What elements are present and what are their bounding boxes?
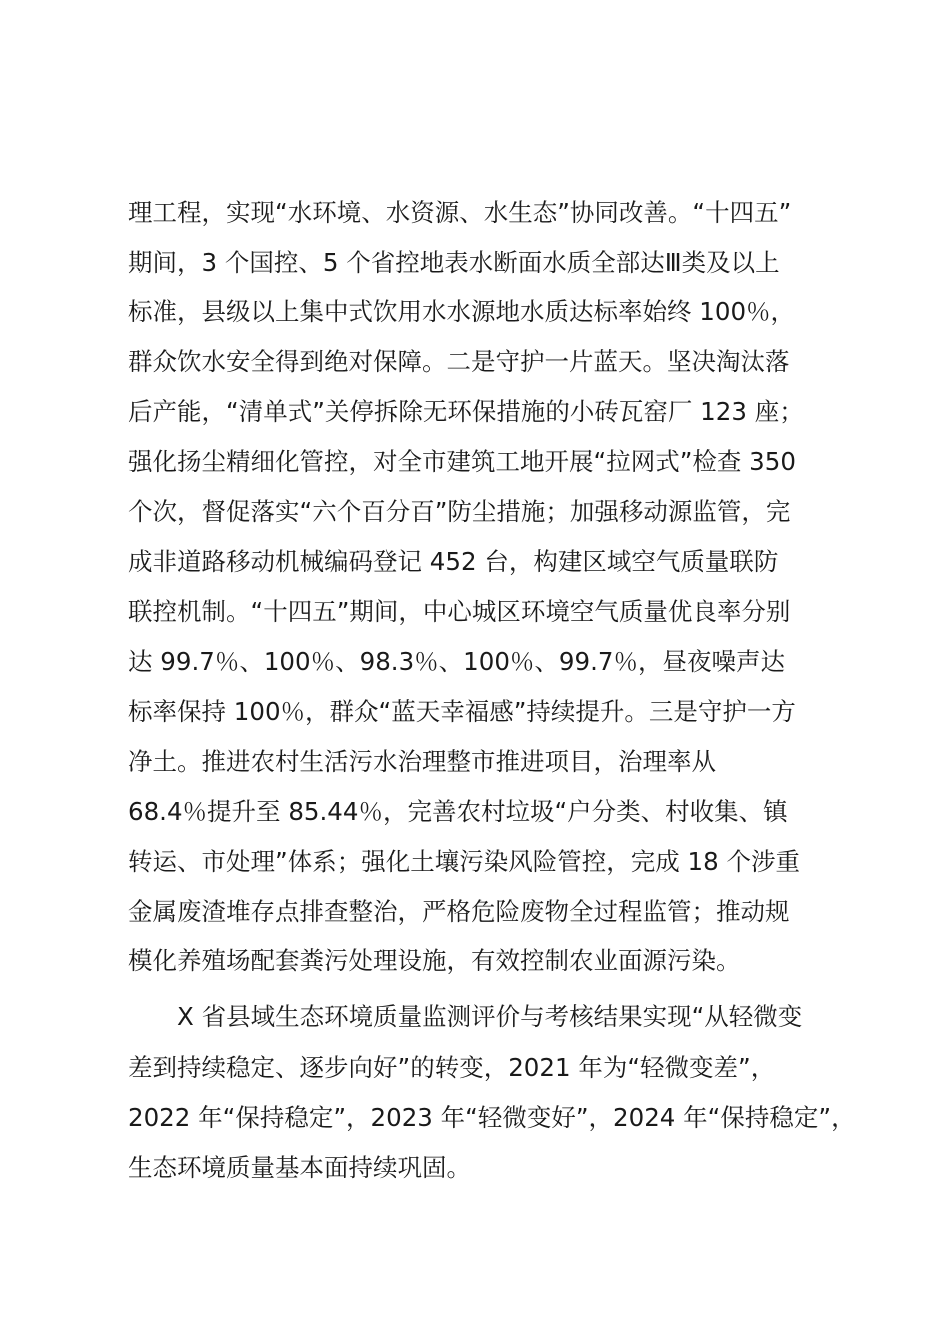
text-line: 理工程，实现“水环境、水资源、水生态”协同改善。“十四五” (128, 198, 792, 227)
text-line: 后产能，“清单式”关停拆除无环保措施的小砖瓦窑厂 123 座； (128, 397, 804, 426)
text-line: 生态环境质量基本面持续巩固。 (128, 1153, 471, 1182)
text-line: 净土。推进农村生活污水治理整市推进项目，治理率从 (128, 747, 716, 776)
paragraph-first-line: X 省县域生态环境质量监测评价与考核结果实现“从轻微变 (177, 1002, 803, 1031)
text-line: 个次，督促落实“六个百分百”防尘措施；加强移动源监管，完 (128, 497, 791, 526)
text-line: 达 99.7％、100％、98.3％、100％、99.7％，昼夜噪声达 (128, 647, 785, 676)
text-line: 标准，县级以上集中式饮用水水源地水质达标率始终 100％， (128, 297, 796, 326)
text-line: 差到持续稳定、逐步向好”的转变，2021 年为“轻微变差”， (128, 1053, 776, 1082)
text-line: 模化养殖场配套粪污处理设施，有效控制农业面源污染。 (128, 946, 741, 975)
text-line: 成非道路移动机械编码登记 452 台，构建区域空气质量联防 (128, 547, 779, 576)
text-line: 期间，3 个国控、5 个省控地表水断面水质全部达Ⅲ类及以上 (128, 248, 780, 277)
text-line: 标率保持 100％，群众“蓝天幸福感”持续提升。三是守护一方 (128, 697, 796, 726)
text-line: 转运、市处理”体系；强化土壤污染风险管控，完成 18 个涉重 (128, 847, 800, 876)
text-line: 联控机制。“十四五”期间，中心城区环境空气质量优良率分别 (128, 597, 791, 626)
text-line: 68.4％提升至 85.44％，完善农村垃圾“户分类、村收集、镇 (128, 797, 788, 826)
text-line: 群众饮水安全得到绝对保障。二是守护一片蓝天。坚决淘汰落 (128, 347, 790, 376)
text-line: 2022 年“保持稳定”，2023 年“轻微变好”，2024 年“保持稳定”， (128, 1103, 856, 1132)
text-line: 金属废渣堆存点排查整治，严格危险废物全过程监管；推动规 (128, 897, 790, 926)
text-line: 强化扬尘精细化管控，对全市建筑工地开展“拉网式”检查 350 (128, 447, 796, 476)
